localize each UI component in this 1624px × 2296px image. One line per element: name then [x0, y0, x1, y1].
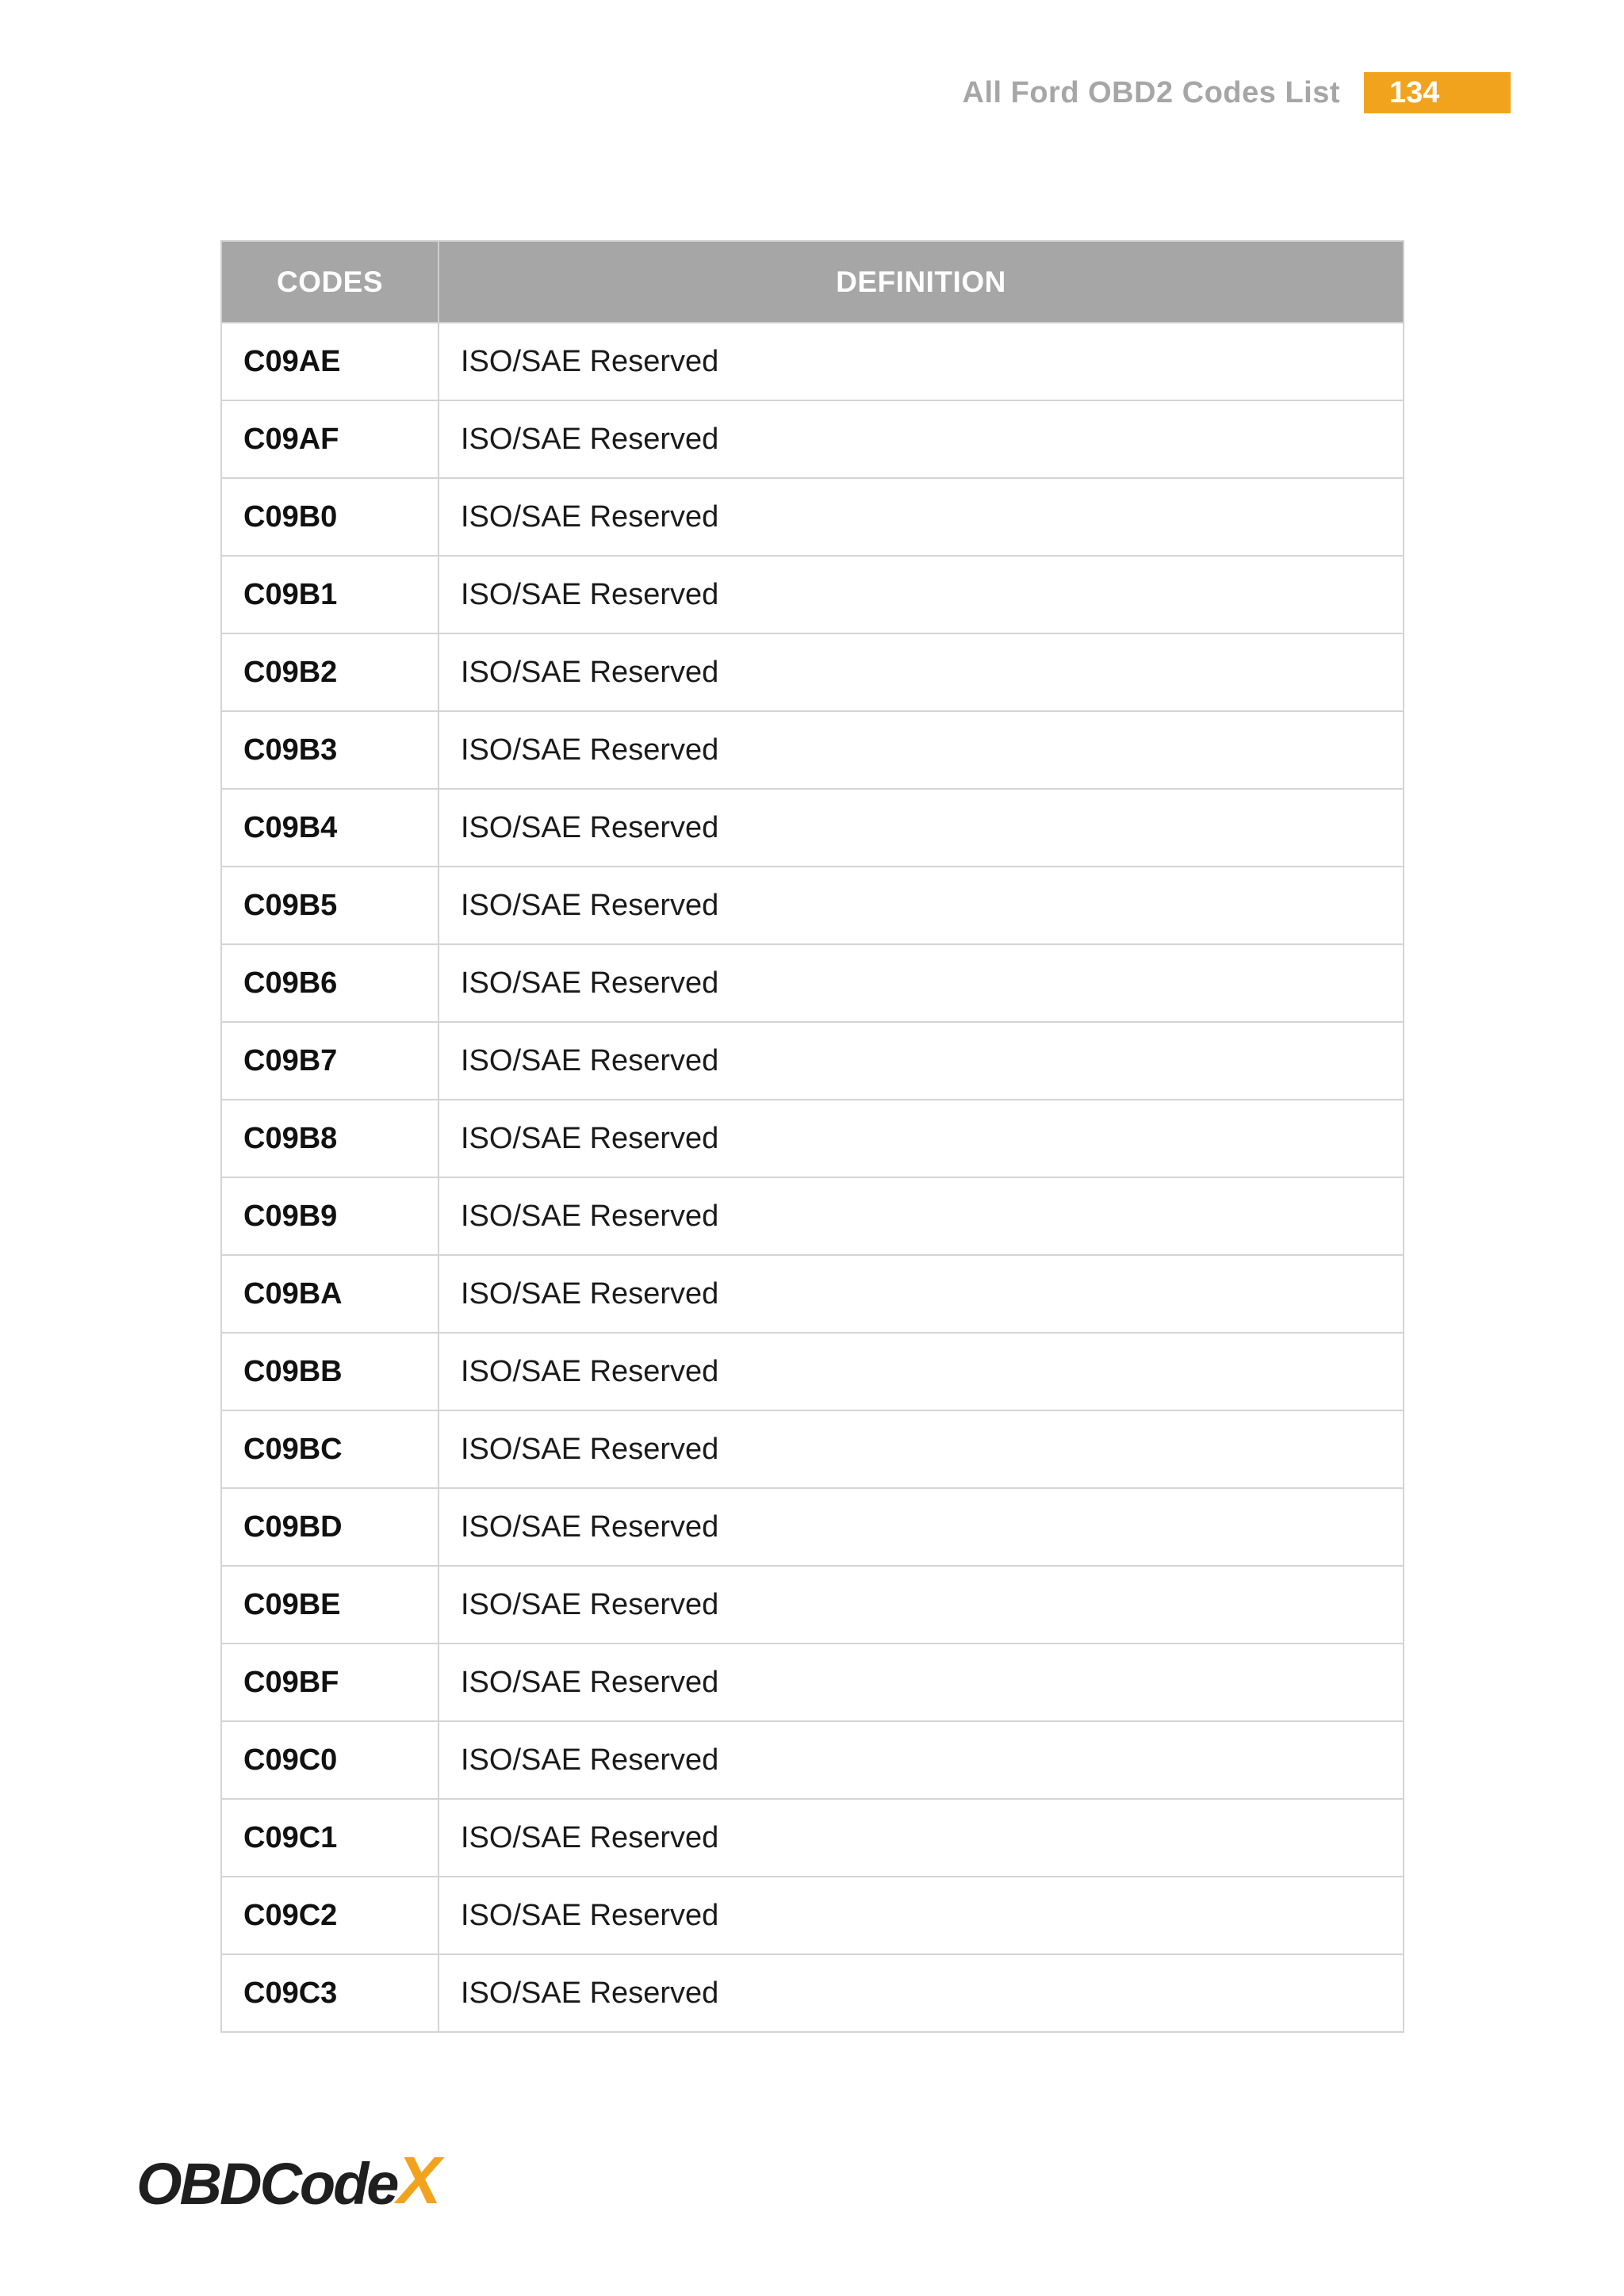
table-row	[221, 1721, 1404, 1799]
code-cell: C09AE	[221, 323, 439, 400]
code-cell: C09B5	[221, 867, 439, 944]
definition-cell: ISO/SAE Reserved	[439, 633, 1404, 711]
table-row	[221, 1877, 1404, 1954]
definition-cell: ISO/SAE Reserved	[439, 1022, 1404, 1100]
obdcodex-logo	[136, 2143, 442, 2218]
code-cell: C09B6	[221, 944, 439, 1022]
table-row	[221, 633, 1404, 711]
table-row	[221, 789, 1404, 867]
definition-cell: ISO/SAE Reserved	[439, 711, 1404, 789]
page-header	[0, 71, 1511, 114]
code-cell: C09C1	[221, 1799, 439, 1877]
definition-cell: ISO/SAE Reserved	[439, 789, 1404, 867]
table-row	[221, 1954, 1404, 2032]
definition-cell: ISO/SAE Reserved	[439, 1100, 1404, 1177]
code-cell: C09B1	[221, 556, 439, 633]
table-row	[221, 1488, 1404, 1566]
codes-table	[220, 240, 1404, 2033]
table-row	[221, 1333, 1404, 1410]
table-row	[221, 1177, 1404, 1255]
code-cell: C09B4	[221, 789, 439, 867]
code-cell: C09B0	[221, 478, 439, 556]
code-cell: C09AF	[221, 400, 439, 478]
logo-text: OBDCode	[136, 2151, 397, 2217]
table-row	[221, 1255, 1404, 1333]
code-cell: C09C0	[221, 1721, 439, 1799]
table-row	[221, 478, 1404, 556]
logo-accent-x: X	[396, 2143, 442, 2218]
code-cell: C09B3	[221, 711, 439, 789]
table-row	[221, 323, 1404, 400]
table-row	[221, 1799, 1404, 1877]
definition-cell: ISO/SAE Reserved	[439, 1488, 1404, 1566]
code-cell: C09BC	[221, 1410, 439, 1488]
table-row	[221, 400, 1404, 478]
table-row	[221, 1100, 1404, 1177]
table-row	[221, 711, 1404, 789]
code-cell: C09BA	[221, 1255, 439, 1333]
definition-cell: ISO/SAE Reserved	[439, 1954, 1404, 2032]
code-cell: C09BD	[221, 1488, 439, 1566]
definition-cell: ISO/SAE Reserved	[439, 1721, 1404, 1799]
code-cell: C09C2	[221, 1877, 439, 1954]
definition-cell: ISO/SAE Reserved	[439, 1644, 1404, 1721]
definition-cell: ISO/SAE Reserved	[439, 1333, 1404, 1410]
definition-cell: ISO/SAE Reserved	[439, 1566, 1404, 1644]
definition-cell: ISO/SAE Reserved	[439, 478, 1404, 556]
definition-cell: ISO/SAE Reserved	[439, 1799, 1404, 1877]
definition-cell: ISO/SAE Reserved	[439, 1410, 1404, 1488]
table-row	[221, 1644, 1404, 1721]
code-cell: C09C3	[221, 1954, 439, 2032]
definition-cell: ISO/SAE Reserved	[439, 400, 1404, 478]
column-header-codes: CODES	[221, 241, 439, 323]
document-title: All Ford OBD2 Codes List	[962, 75, 1340, 109]
code-cell: C09BF	[221, 1644, 439, 1721]
definition-cell: ISO/SAE Reserved	[439, 1177, 1404, 1255]
code-cell: C09B8	[221, 1100, 439, 1177]
column-header-definition: DEFINITION	[439, 241, 1404, 323]
table-body	[221, 323, 1404, 2032]
code-cell: C09B9	[221, 1177, 439, 1255]
definition-cell: ISO/SAE Reserved	[439, 867, 1404, 944]
table-row	[221, 1410, 1404, 1488]
table-row	[221, 556, 1404, 633]
table-row	[221, 944, 1404, 1022]
table-row	[221, 1566, 1404, 1644]
code-cell: C09BB	[221, 1333, 439, 1410]
definition-cell: ISO/SAE Reserved	[439, 1255, 1404, 1333]
table-row	[221, 867, 1404, 944]
code-cell: C09BE	[221, 1566, 439, 1644]
code-cell: C09B2	[221, 633, 439, 711]
table-row	[221, 1022, 1404, 1100]
table-header-row	[221, 241, 1404, 323]
definition-cell: ISO/SAE Reserved	[439, 1877, 1404, 1954]
definition-cell: ISO/SAE Reserved	[439, 556, 1404, 633]
code-cell: C09B7	[221, 1022, 439, 1100]
definition-cell: ISO/SAE Reserved	[439, 944, 1404, 1022]
definition-cell: ISO/SAE Reserved	[439, 323, 1404, 400]
page-number-badge: 134	[1364, 72, 1511, 113]
